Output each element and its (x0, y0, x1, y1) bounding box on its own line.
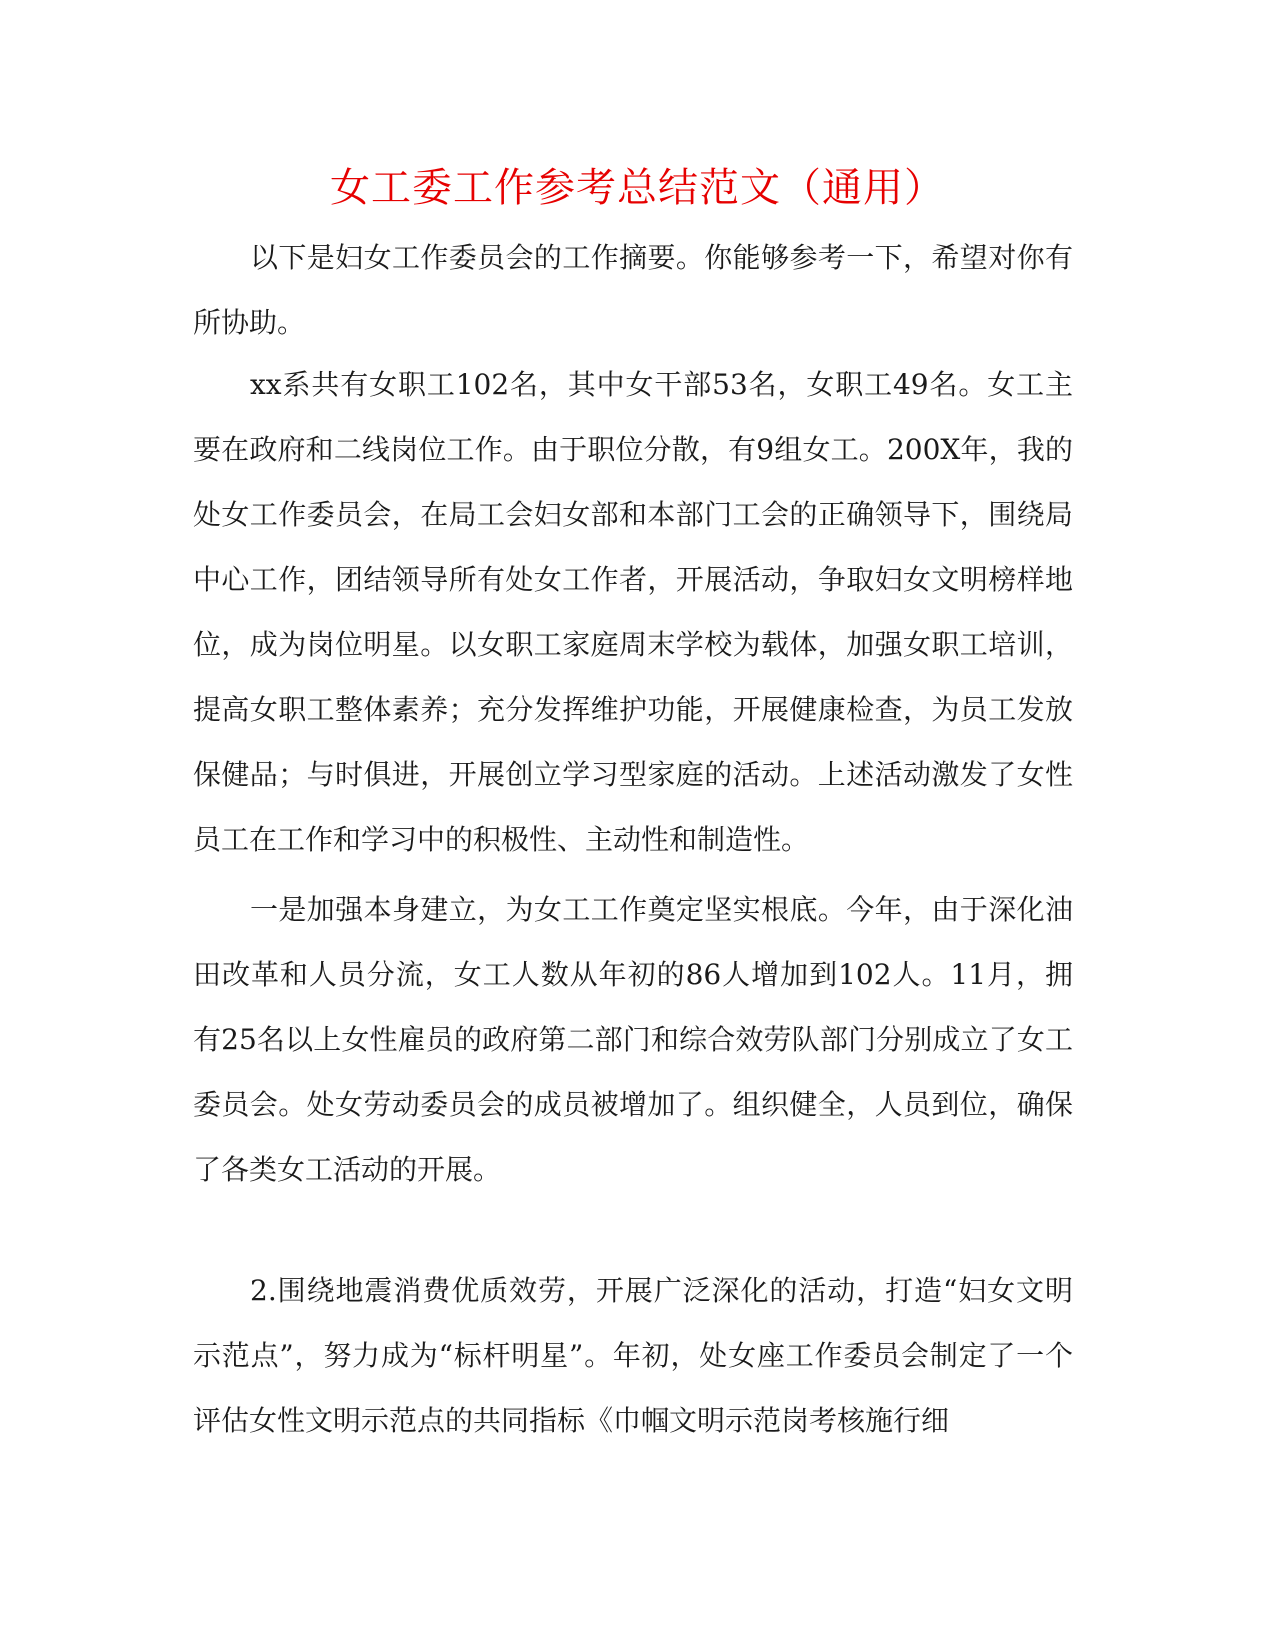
document-title: 女工委工作参考总结范文（通用） (330, 165, 945, 211)
paragraph-point-one: 一是加强本身建立，为女工工作奠定坚实根底。今年，由于深化油田改革和人员分流，女工人数从年初的86人增加到102人。11月，拥有25名以上女性雇员的政府第二部门和综合效劳队部门分别成立了女工委员会。处女劳动委员会的成员被增加了。组织健全，人员到位，确保了各类女工活动的开展。 (193, 893, 1073, 1186)
paragraph-intro: 以下是妇女工作委员会的工作摘要。你能够参考一下，希望对你有所协助。 (193, 241, 1073, 339)
paragraph-overview: xx系共有女职工102名，其中女干部53名，女职工49名。女工主要在政府和二线岗位工作。由于职位分散，有9组女工。200X年，我的处女工作委员会，在局工会妇女部和本部门工会的正确领导下，围绕局中心工作，团结领导所有处女工作者，开展活动，争取妇女文明榜样地位，成为岗位明星。以女职工家庭周末学校为载体，加强女职工培训，提高女职工整体素养；充分发挥维护功能，开展健康检查，为员工发放保健品；与时俱进，开展创立学习型家庭的活动。上述活动激发了女性员工在工作和学习中的积极性、主动性和制造性。 (193, 368, 1073, 856)
paragraph-point-two: 2.围绕地震消费优质效劳，开展广泛深化的活动，打造“妇女文明示范点”，努力成为“标杆明星”。年初，处女座工作委员会制定了一个评估女性文明示范点的共同指标《巾帼文明示范岗考核施行细 (193, 1274, 1073, 1437)
